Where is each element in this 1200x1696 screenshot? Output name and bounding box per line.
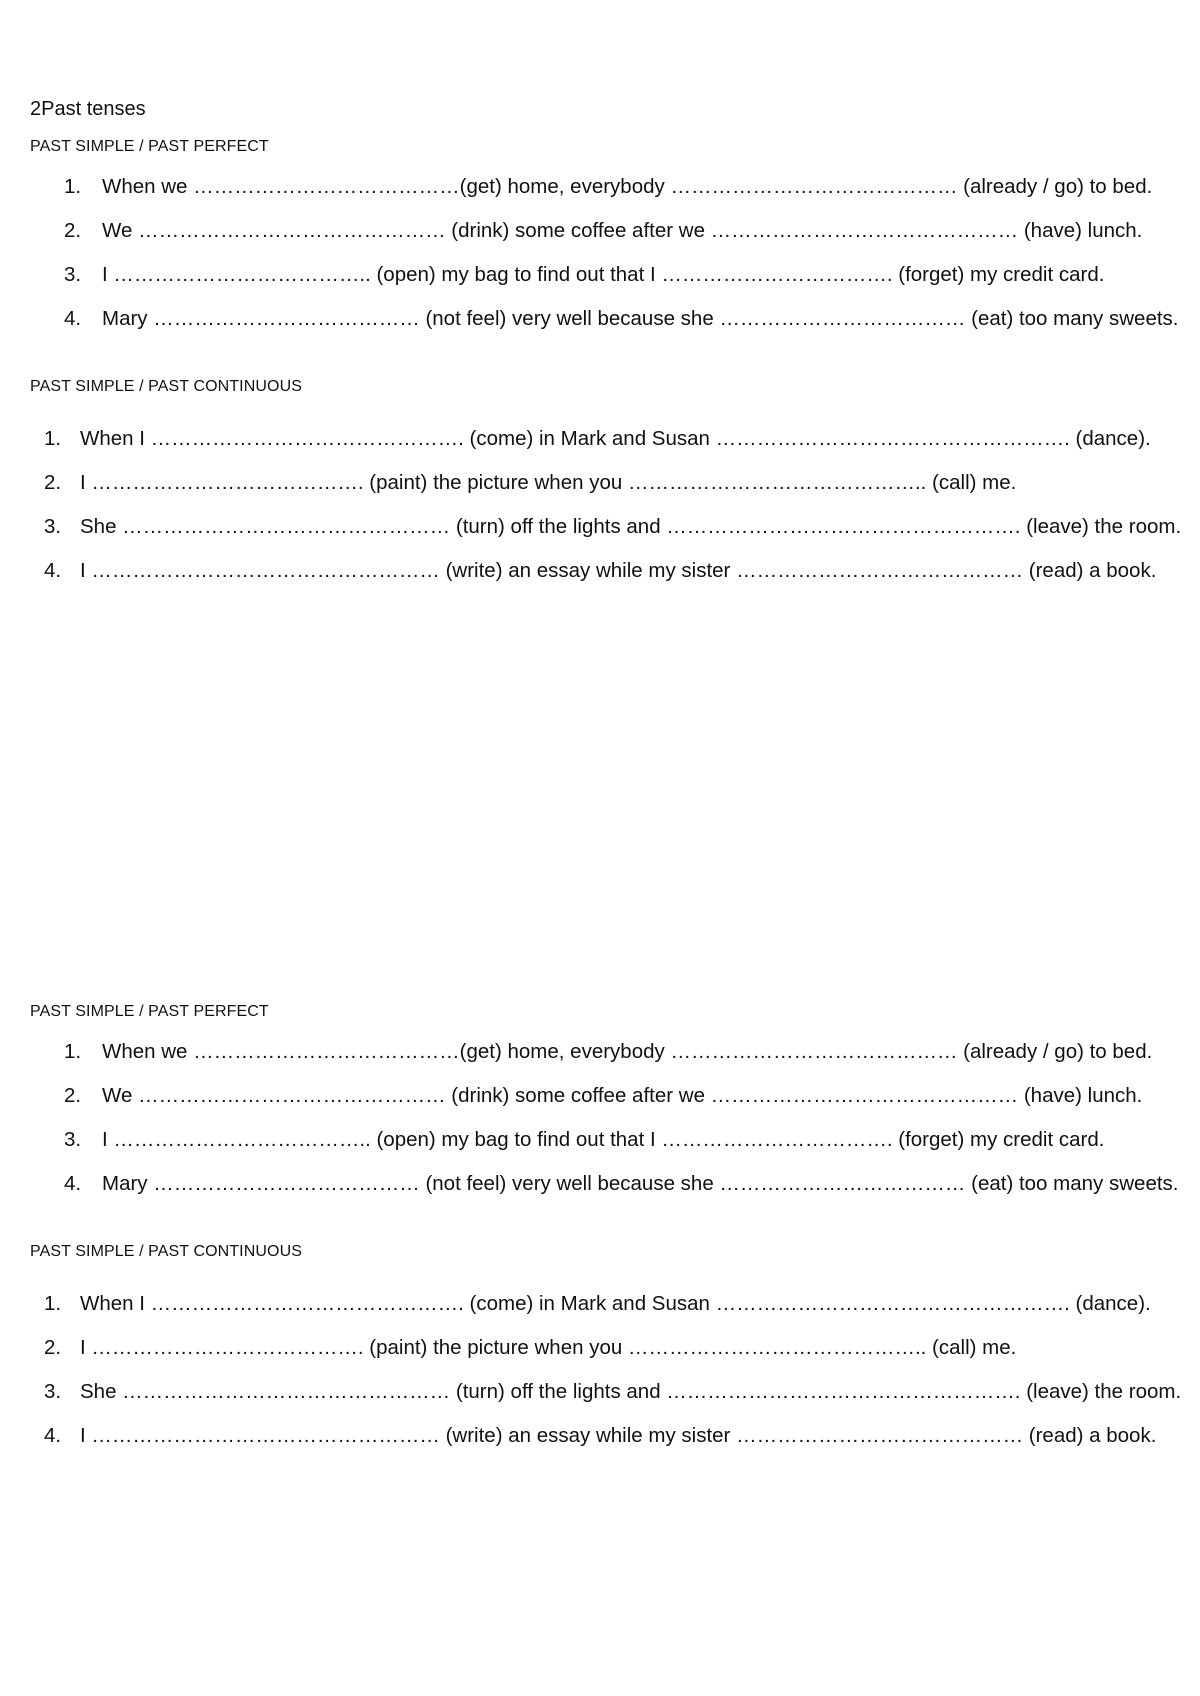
section-heading: PAST SIMPLE / PAST CONTINUOUS xyxy=(30,378,302,395)
exercise-item xyxy=(30,1379,1190,1423)
item-sentence: Mary ………………………………… (not feel) very well because she ……………………………… (eat) too many sweets. xyxy=(102,307,1179,330)
item-number: 4. xyxy=(64,307,82,330)
item-number: 4. xyxy=(64,1172,82,1195)
item-number: 2. xyxy=(64,219,82,242)
item-number: 1. xyxy=(44,1292,62,1315)
item-sentence: I …………………………………. (paint) the picture when you …………………………………….. (call) me. xyxy=(80,1336,1017,1359)
exercise-item xyxy=(30,1423,1190,1467)
exercise-item xyxy=(30,306,1190,350)
exercise-item xyxy=(30,1083,1190,1127)
item-sentence: When I ………………………………………. (come) in Mark and Susan ……………………………………………. (dance). xyxy=(80,427,1151,450)
exercise-list xyxy=(30,174,1190,350)
item-number: 1. xyxy=(64,175,82,198)
item-number: 4. xyxy=(44,1424,62,1447)
item-number: 4. xyxy=(44,559,62,582)
section-heading: PAST SIMPLE / PAST PERFECT xyxy=(30,1003,269,1020)
item-sentence: Mary ………………………………… (not feel) very well because she ……………………………… (eat) too many sweets. xyxy=(102,1172,1179,1195)
item-number: 3. xyxy=(44,515,62,538)
item-sentence: I ……………………………….. (open) my bag to find out that I ……………………………. (forget) my credit card. xyxy=(102,1128,1105,1151)
item-sentence: We ……………………………………… (drink) some coffee after we ……………………………………… (have) lunch. xyxy=(102,1084,1143,1107)
section-heading: PAST SIMPLE / PAST CONTINUOUS xyxy=(30,1243,302,1260)
section-past-continuous-2 xyxy=(30,1240,1190,1467)
section-heading: PAST SIMPLE / PAST PERFECT xyxy=(30,138,269,155)
item-sentence: I ……………………………….. (open) my bag to find out that I ……………………………. (forget) my credit card. xyxy=(102,263,1105,286)
exercise-item xyxy=(30,1039,1190,1083)
item-sentence: I …………………………………………… (write) an essay while my sister …………………………………… (read) a book. xyxy=(80,559,1157,582)
item-number: 2. xyxy=(44,471,62,494)
exercise-item xyxy=(30,514,1190,558)
item-sentence: I …………………………………. (paint) the picture when you …………………………………….. (call) me. xyxy=(80,471,1017,494)
exercise-item xyxy=(30,174,1190,218)
section-past-perfect-1 xyxy=(30,135,1190,350)
section-past-continuous-1 xyxy=(30,375,1190,602)
item-number: 2. xyxy=(44,1336,62,1359)
exercise-item xyxy=(30,426,1190,470)
exercise-item xyxy=(30,1291,1190,1335)
item-sentence: When I ………………………………………. (come) in Mark and Susan ……………………………………………. (dance). xyxy=(80,1292,1151,1315)
item-sentence: She ………………………………………… (turn) off the lights and ……………………………………………. (leave) the room. xyxy=(80,515,1182,538)
item-number: 1. xyxy=(64,1040,82,1063)
exercise-list xyxy=(30,426,1190,602)
document-title: 2Past tenses xyxy=(30,98,146,120)
exercise-item xyxy=(30,1335,1190,1379)
item-number: 3. xyxy=(44,1380,62,1403)
item-sentence: When we …………………………………(get) home, everybody …………………………………… (already / go) to bed. xyxy=(102,1040,1153,1063)
exercise-item xyxy=(30,1171,1190,1215)
item-number: 3. xyxy=(64,263,82,286)
exercise-item xyxy=(30,262,1190,306)
exercise-item xyxy=(30,470,1190,514)
exercise-item xyxy=(30,218,1190,262)
item-sentence: We ……………………………………… (drink) some coffee after we ……………………………………… (have) lunch. xyxy=(102,219,1143,242)
item-number: 3. xyxy=(64,1128,82,1151)
exercise-list xyxy=(30,1039,1190,1215)
section-past-perfect-2 xyxy=(30,1000,1190,1215)
item-number: 2. xyxy=(64,1084,82,1107)
item-number: 1. xyxy=(44,427,62,450)
item-sentence: I …………………………………………… (write) an essay while my sister …………………………………… (read) a book. xyxy=(80,1424,1157,1447)
item-sentence: When we …………………………………(get) home, everybody …………………………………… (already / go) to bed. xyxy=(102,175,1153,198)
exercise-item xyxy=(30,558,1190,602)
exercise-item xyxy=(30,1127,1190,1171)
exercise-list xyxy=(30,1291,1190,1467)
item-sentence: She ………………………………………… (turn) off the lights and ……………………………………………. (leave) the room. xyxy=(80,1380,1182,1403)
